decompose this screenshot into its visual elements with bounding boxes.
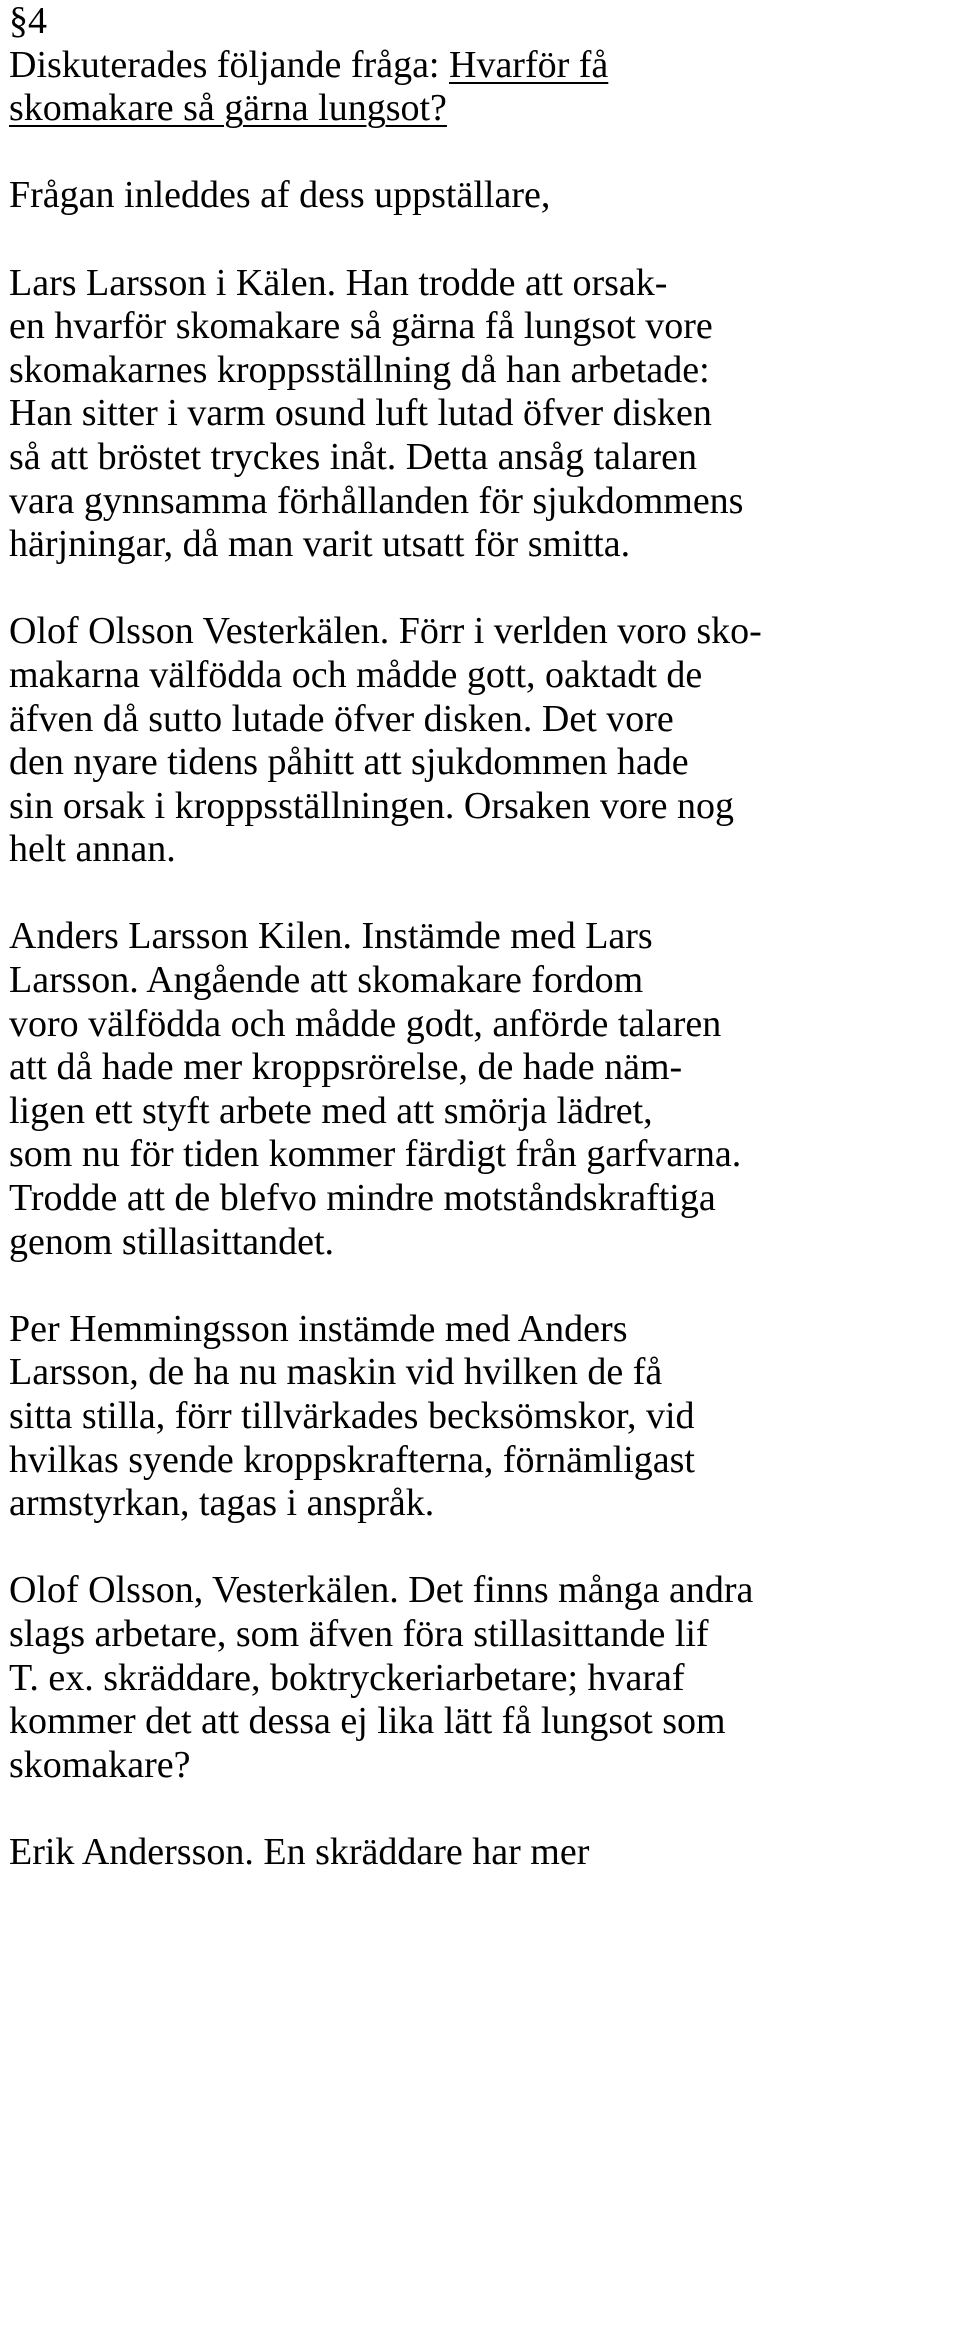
paragraph-spacer [9, 131, 954, 175]
text-line: sitta stilla, förr tillvärkades becksömskor, vid [9, 1395, 695, 1437]
text-line: Erik Andersson. En skräddare har mer [9, 1830, 590, 1873]
text-line: T. ex. skräddare, boktryckeriarbetare; hvaraf [9, 1656, 685, 1699]
text-line: hvilkas syende kroppskrafterna, förnämligast [9, 1438, 695, 1481]
paragraph-spacer [9, 1787, 954, 1831]
text-line: kommer det att dessa ej lika lätt få lungsot som [9, 1700, 726, 1743]
section-number: §4 [9, 0, 47, 42]
text-line: Larsson. Angående att skomakare fordom [9, 959, 644, 1002]
text-line: Olof Olsson, Vesterkälen. Det finns många andra [9, 1569, 754, 1612]
text-line: som nu för tiden kommer färdigt från garfvarna. [9, 1133, 742, 1176]
text-line: vara gynnsamma förhållanden för sjukdommens [9, 479, 744, 522]
text-line: Anders Larsson Kilen. Instämde med Lars [9, 915, 653, 958]
text-line: Trodde att de blefvo mindre motståndskraftiga [9, 1177, 716, 1220]
intro-lead-text: Diskuterades följande fråga: [9, 43, 449, 86]
text-line: en hvarför skomakare så gärna få lungsot vore [9, 305, 713, 348]
paragraph-olof-olsson-2 [9, 1569, 954, 1787]
paragraph-spacer [9, 567, 954, 611]
paragraph-anders-larsson [9, 915, 954, 1264]
text-line: slags arbetare, som äfven föra stillasittande lif [9, 1612, 709, 1655]
introduced-by-line: Frågan inleddes af dess uppställare, [9, 174, 551, 217]
paragraph-erik-andersson [9, 1831, 954, 1875]
text-line: så att bröstet tryckes inåt. Detta ansåg talaren [9, 435, 697, 478]
discussion-question-part-2: skomakare så gärna lungsot? [9, 87, 447, 130]
text-line: äfven då sutto lutade öfver disken. Det vore [9, 697, 674, 740]
text-line: härjningar, då man varit utsatt för smitta. [9, 523, 631, 566]
intro-line-1 [9, 44, 954, 88]
paragraph-lars-larsson [9, 262, 954, 567]
text-line: Han sitter i varm osund luft lutad öfver disken [9, 392, 712, 435]
text-line: sin orsak i kroppsställningen. Orsaken vore nog [9, 784, 735, 827]
text-line: Olof Olsson Vesterkälen. Förr i verlden voro sko- [9, 610, 762, 653]
text-line: Lars Larsson i Kälen. Han trodde att orsak- [9, 261, 668, 304]
text-line: att då hade mer kroppsrörelse, de hade näm- [9, 1046, 683, 1089]
paragraph-spacer [9, 1526, 954, 1570]
paragraph-per-hemmingsson [9, 1308, 954, 1526]
paragraph-olof-olsson-1 [9, 610, 954, 872]
text-line: Per Hemmingsson instämde med Anders [9, 1307, 628, 1350]
paragraph-spacer [9, 218, 954, 262]
text-line: genom stillasittandet. [9, 1220, 335, 1263]
document-page [9, 0, 954, 1875]
text-line: voro välfödda och mådde godt, anförde talaren [9, 1002, 722, 1045]
paragraph-spacer [9, 1264, 954, 1308]
intro-line-2 [9, 87, 954, 131]
text-line: skomakare? [9, 1743, 191, 1786]
text-line: Larsson, de ha nu maskin vid hvilken de få [9, 1351, 663, 1394]
text-line: ligen ett styft arbete med att smörja lädret, [9, 1089, 653, 1132]
text-line: helt annan. [9, 828, 176, 871]
text-line: den nyare tidens påhitt att sjukdommen hade [9, 741, 689, 784]
paragraph-spacer [9, 872, 954, 916]
discussion-question-part-1: Hvarför få [449, 43, 609, 86]
text-line: skomakarnes kroppsställning då han arbetade: [9, 348, 710, 391]
text-line: armstyrkan, tagas i anspråk. [9, 1482, 435, 1525]
text-line: makarna välfödda och mådde gott, oaktadt de [9, 653, 703, 696]
